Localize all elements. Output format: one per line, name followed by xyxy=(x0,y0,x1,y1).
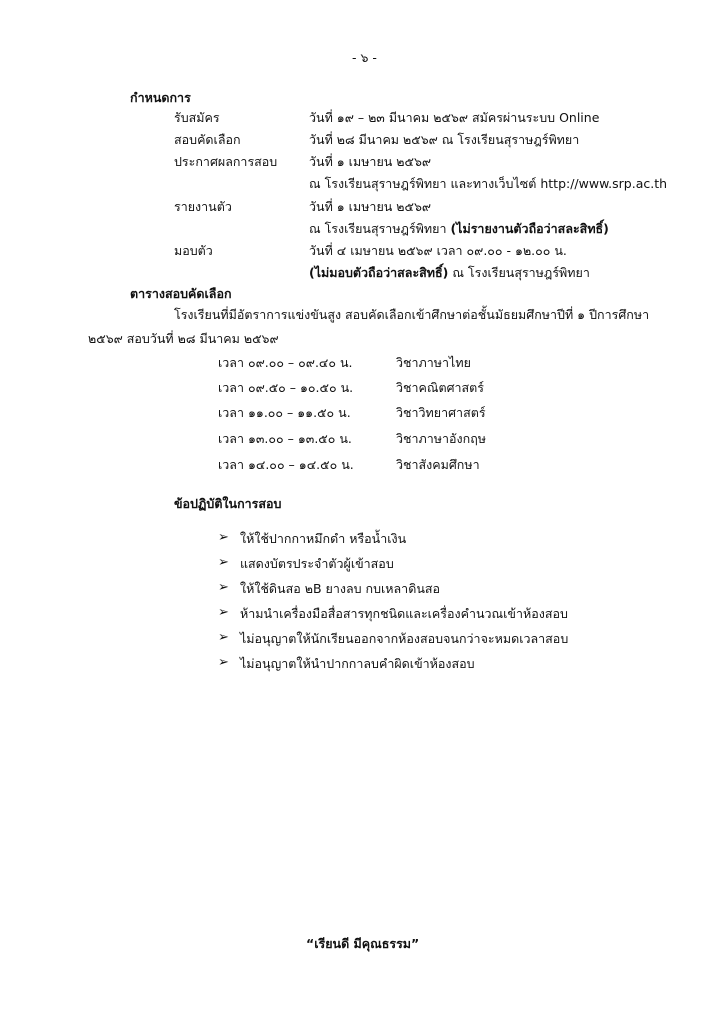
exam-slot-subject: วิชาสังคมศึกษา xyxy=(396,457,480,472)
arrow-bullet-icon: ➢ xyxy=(218,530,229,545)
arrow-bullet-icon: ➢ xyxy=(218,630,229,645)
exam-slot-subject: วิชาคณิตศาสตร์ xyxy=(396,380,485,395)
report-place-text: ณ โรงเรียนสุราษฎร์พิทยา xyxy=(309,221,451,236)
exam-slot-time: เวลา ๑๔.๐๐ – ๑๔.๕๐ น. xyxy=(218,457,354,472)
arrow-bullet-icon: ➢ xyxy=(218,655,229,670)
school-motto: “เรียนดี มีคุณธรรม” xyxy=(306,936,420,951)
exam-slot-time: เวลา ๑๑.๐๐ – ๑๑.๕๐ น. xyxy=(218,405,351,420)
rule-item: แสดงบัตรประจำตัวผู้เข้าสอบ xyxy=(240,556,394,571)
schedule-value-enroll-note xyxy=(309,265,590,281)
schedule-value-report-place xyxy=(309,221,609,237)
schedule-value-exam: วันที่ ๒๘ มีนาคม ๒๕๖๙ ณ โรงเรียนสุราษฎร์พิทยา xyxy=(309,132,580,147)
schedule-label-report: รายงานตัว xyxy=(174,199,232,214)
rule-item: ให้ใช้ปากกาหมึกดำ หรือน้ำเงิน xyxy=(240,531,407,546)
schedule-label-announce: ประกาศผลการสอบ xyxy=(174,154,278,169)
exam-slot-subject: วิชาภาษาไทย xyxy=(396,355,471,370)
exam-intro-line1: โรงเรียนที่มีอัตราการแข่งขันสูง สอบคัดเลือกเข้าศึกษาต่อชั้นมัธยมศึกษาปีที่ ๑ ปีการศึกษา xyxy=(174,307,650,322)
enroll-forfeit-note: (ไม่มอบตัวถือว่าสละสิทธิ์) xyxy=(309,265,449,280)
exam-intro-line2: ๒๕๖๙ สอบวันที่ ๒๘ มีนาคม ๒๕๖๙ xyxy=(88,331,279,346)
schedule-label-apply: รับสมัคร xyxy=(174,110,220,125)
schedule-value-report-date: วันที่ ๑ เมษายน ๒๕๖๙ xyxy=(309,199,432,214)
schedule-value-enroll-date: วันที่ ๔ เมษายน ๒๕๖๙ เวลา ๐๙.๐๐ - ๑๒.๐๐ น. xyxy=(309,243,567,258)
schedule-heading: กำหนดการ xyxy=(130,90,191,105)
rule-item: ไม่อนุญาตให้นำปากกาลบคำผิดเข้าห้องสอบ xyxy=(240,656,475,671)
exam-slot-time: เวลา ๐๙.๐๐ – ๐๙.๔๐ น. xyxy=(218,355,353,370)
arrow-bullet-icon: ➢ xyxy=(218,605,229,620)
arrow-bullet-icon: ➢ xyxy=(218,555,229,570)
page-number: - ๖ - xyxy=(352,50,377,65)
schedule-label-exam: สอบคัดเลือก xyxy=(174,132,241,147)
schedule-value-announce-date: วันที่ ๑ เมษายน ๒๕๖๙ xyxy=(309,154,432,169)
rule-item: ไม่อนุญาตให้นักเรียนออกจากห้องสอบจนกว่าจะหมดเวลาสอบ xyxy=(240,631,569,646)
rule-item: ให้ใช้ดินสอ ๒B ยางลบ กบเหลาดินสอ xyxy=(240,581,440,596)
rules-heading: ข้อปฏิบัติในการสอบ xyxy=(174,496,282,511)
exam-slot-time: เวลา ๑๓.๐๐ – ๑๓.๕๐ น. xyxy=(218,431,352,446)
exam-table-heading: ตารางสอบคัดเลือก xyxy=(130,286,232,301)
exam-slot-subject: วิชาวิทยาศาสตร์ xyxy=(396,405,486,420)
arrow-bullet-icon: ➢ xyxy=(218,580,229,595)
enroll-place-text: ณ โรงเรียนสุราษฎร์พิทยา xyxy=(448,265,590,280)
report-forfeit-note: (ไม่รายงานตัวถือว่าสละสิทธิ์) xyxy=(450,221,609,236)
rule-item: ห้ามนำเครื่องมือสื่อสารทุกชนิดและเครื่องคำนวณเข้าห้องสอบ xyxy=(240,606,568,621)
exam-slot-time: เวลา ๐๙.๕๐ – ๑๐.๕๐ น. xyxy=(218,380,354,395)
schedule-label-enroll: มอบตัว xyxy=(174,243,213,258)
exam-slot-subject: วิชาภาษาอังกฤษ xyxy=(396,431,487,446)
schedule-value-apply: วันที่ ๑๙ – ๒๓ มีนาคม ๒๕๖๙ สมัครผ่านระบบ Online xyxy=(309,110,600,125)
schedule-value-announce-place: ณ โรงเรียนสุราษฎร์พิทยา และทางเว็บไซต์ http://www.srp.ac.th xyxy=(309,176,668,191)
